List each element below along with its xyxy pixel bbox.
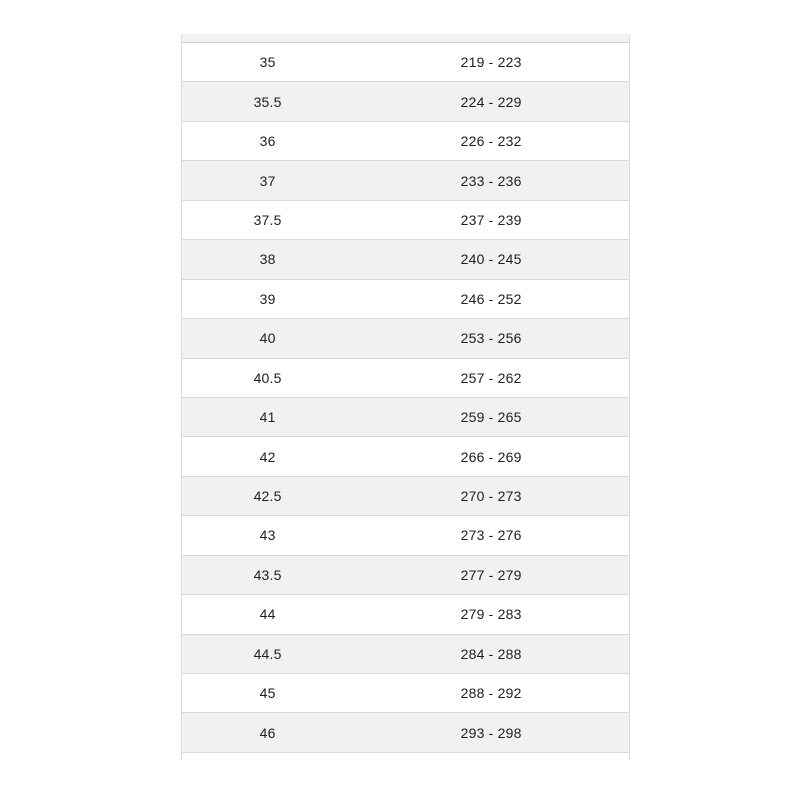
size-cell: 45 [259, 685, 276, 702]
length-range-cell: 293 - 298 [460, 724, 522, 741]
length-range-cell: 284 - 288 [460, 645, 522, 662]
size-cell: 39 [259, 290, 276, 307]
size-cell: 40 [259, 330, 276, 347]
table-row [182, 359, 629, 398]
table-row [182, 477, 629, 516]
length-range-cell: 233 - 236 [460, 172, 522, 189]
length-range-cell: 240 - 245 [460, 251, 522, 268]
length-range-cell: 266 - 269 [460, 448, 522, 465]
size-cell: 38 [259, 251, 276, 268]
clipped-row-bottom [182, 753, 629, 760]
table-row [182, 240, 629, 279]
table-row [182, 556, 629, 595]
length-range-cell: 288 - 292 [460, 685, 522, 702]
table-row [182, 635, 629, 674]
size-cell: 35 [259, 54, 276, 71]
size-cell: 42 [259, 448, 276, 465]
size-table-viewport[interactable] [181, 34, 630, 760]
length-range-cell: 259 - 265 [460, 409, 522, 426]
size-cell: 40.5 [253, 369, 282, 386]
length-range-cell: 246 - 252 [460, 290, 522, 307]
table-row [182, 43, 629, 82]
table-row [182, 82, 629, 121]
size-cell: 41 [259, 409, 276, 426]
size-cell: 44 [259, 606, 276, 623]
table-row [182, 319, 629, 358]
size-cell: 37 [259, 172, 276, 189]
length-range-cell: 237 - 239 [460, 211, 522, 228]
length-range-cell: 253 - 256 [460, 330, 522, 347]
table-row [182, 201, 629, 240]
length-range-cell: 226 - 232 [460, 133, 522, 150]
table-row [182, 437, 629, 476]
table-row [182, 161, 629, 200]
size-cell: 46 [259, 724, 276, 741]
size-cell: 43.5 [253, 566, 282, 583]
clipped-row-top [182, 34, 629, 43]
size-table-body [182, 43, 629, 753]
length-range-cell: 270 - 273 [460, 488, 522, 505]
size-cell: 36 [259, 133, 276, 150]
length-range-cell: 219 - 223 [460, 54, 522, 71]
table-row [182, 122, 629, 161]
size-cell: 37.5 [253, 211, 282, 228]
size-cell: 43 [259, 527, 276, 544]
length-range-cell: 257 - 262 [460, 369, 522, 386]
length-range-cell: 273 - 276 [460, 527, 522, 544]
size-cell: 44.5 [253, 645, 282, 662]
table-row [182, 516, 629, 555]
table-row [182, 713, 629, 752]
size-cell: 35.5 [253, 93, 282, 110]
table-row [182, 280, 629, 319]
length-range-cell: 279 - 283 [460, 606, 522, 623]
table-row [182, 674, 629, 713]
table-row [182, 398, 629, 437]
size-cell: 42.5 [253, 488, 282, 505]
length-range-cell: 224 - 229 [460, 93, 522, 110]
length-range-cell: 277 - 279 [460, 566, 522, 583]
table-row [182, 595, 629, 634]
